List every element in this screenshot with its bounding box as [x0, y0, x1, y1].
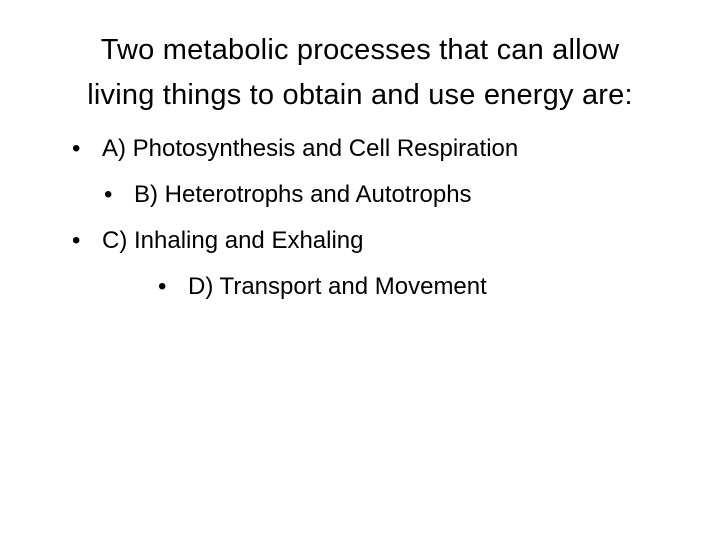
option-c: [72, 224, 364, 258]
option-c-text: C) Inhaling and Exhaling: [102, 227, 364, 254]
bullet-icon: •: [72, 227, 81, 254]
option-d: [158, 270, 487, 304]
option-a-text: A) Photosynthesis and Cell Respiration: [102, 135, 519, 162]
bullet-icon: •: [104, 181, 113, 208]
option-a: [72, 132, 518, 166]
bullet-icon: •: [72, 135, 81, 162]
option-d-text: D) Transport and Movement: [188, 273, 487, 300]
title-line-1: Two metabolic processes that can allow: [100, 34, 620, 66]
title-line-2: living things to obtain and use energy are:: [87, 79, 633, 111]
slide-title: [20, 28, 700, 118]
option-b-text: B) Heterotrophs and Autotrophs: [134, 181, 472, 208]
bullet-icon: •: [158, 273, 167, 300]
option-b: [104, 178, 472, 212]
